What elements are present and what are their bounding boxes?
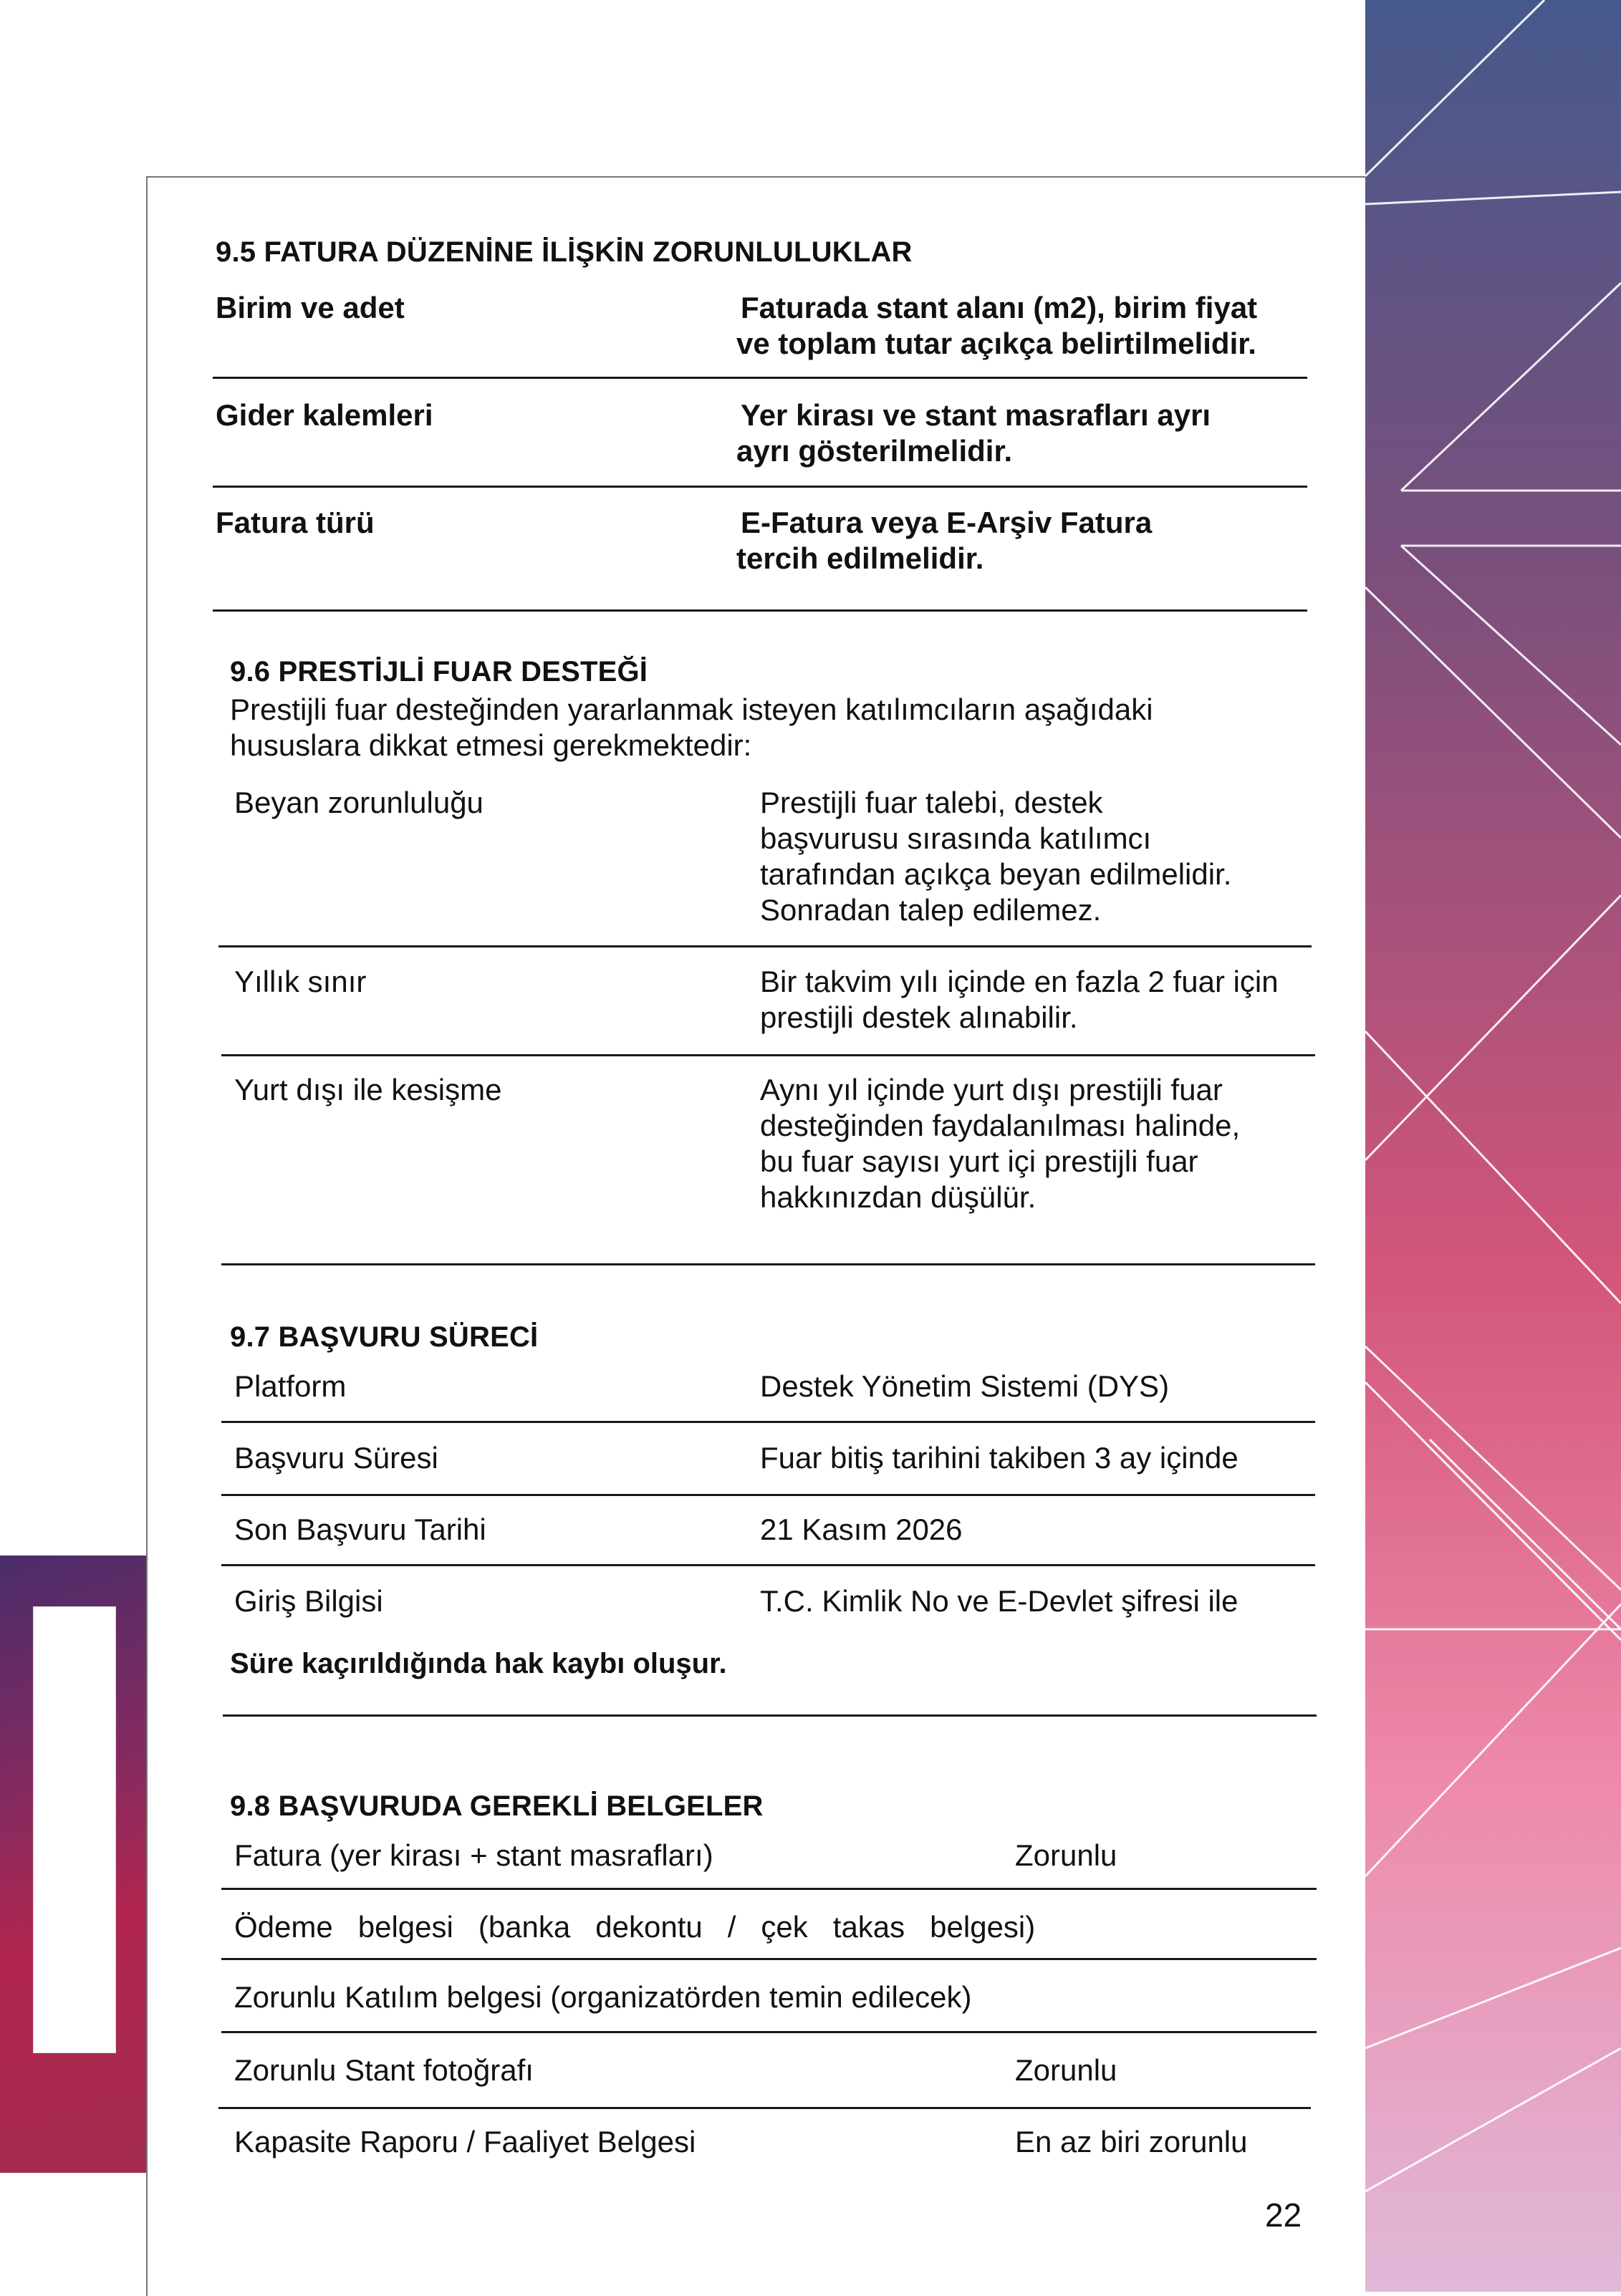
section-9-6-intro: hususlara dikkat etmesi gerekmektedir: (230, 728, 752, 762)
invoice-row-value: Yer kirası ve stant masrafları ayrı (741, 398, 1211, 432)
divider (218, 2107, 1311, 2109)
document-row-status: En az biri zorunlu (1015, 2125, 1248, 2158)
prestige-row-label: Yurt dışı ile kesişme (234, 1073, 502, 1106)
document-row-label: Zorunlu Katılım belgesi (organizatörden temin edilecek) (234, 1980, 972, 2014)
invoice-row-value: tercih edilmelidir. (736, 541, 984, 575)
document-row-label: Kapasite Raporu / Faaliyet Belgesi (234, 2125, 696, 2158)
divider (213, 377, 1307, 379)
prestige-row-value: Bir takvim yılı içinde en fazla 2 fuar için (760, 965, 1279, 998)
process-row-label: Giriş Bilgisi (234, 1584, 383, 1618)
prestige-row-label: Beyan zorunluluğu (234, 786, 484, 819)
divider (221, 1888, 1317, 1890)
divider (221, 1263, 1315, 1265)
invoice-row-value: Faturada stant alanı (m2), birim fiyat (741, 291, 1258, 324)
process-row-label: Platform (234, 1369, 347, 1403)
prestige-row-value: tarafından açıkça beyan edilmelidir. (760, 857, 1232, 891)
invoice-row-label: Gider kalemleri (216, 398, 433, 432)
section-9-5-heading: 9.5 FATURA DÜZENİNE İLİŞKİN ZORUNLULUKLAR (216, 236, 913, 268)
prestige-row-label: Yıllık sınır (234, 965, 367, 998)
prestige-row-value: hakkınızdan düşülür. (760, 1180, 1036, 1214)
invoice-row-value: E-Fatura veya E-Arşiv Fatura (741, 506, 1153, 539)
divider (221, 1494, 1315, 1496)
divider (223, 1714, 1317, 1717)
prestige-row-value: bu fuar sayısı yurt içi prestijli fuar (760, 1144, 1198, 1178)
invoice-row-label: Birim ve adet (216, 291, 405, 324)
invoice-row-label: Fatura türü (216, 506, 375, 539)
document-row-status: Zorunlu (1015, 1838, 1117, 1872)
decorative-gradient-band (1365, 0, 1621, 2292)
prestige-row-value: Sonradan talep edilemez. (760, 893, 1102, 927)
divider (218, 945, 1312, 947)
invoice-row-value: ayrı gösterilmelidir. (736, 434, 1013, 468)
process-row-value: 21 Kasım 2026 (760, 1513, 963, 1546)
section-9-7-heading: 9.7 BAŞVURU SÜRECİ (230, 1321, 539, 1353)
process-row-label: Son Başvuru Tarihi (234, 1513, 486, 1546)
page-frame (146, 176, 1365, 2296)
document-row-label: Fatura (yer kirası + stant masrafları) (234, 1838, 713, 1872)
invoice-row-value: ve toplam tutar açıkça belirtilmelidir. (736, 327, 1256, 360)
divider (213, 609, 1307, 612)
prestige-row-value: desteğinden faydalanılması halinde, (760, 1109, 1241, 1142)
deadline-warning: Süre kaçırıldığında hak kaybı oluşur. (230, 1648, 727, 1679)
divider (221, 1421, 1315, 1423)
section-9-8-heading: 9.8 BAŞVURUDA GEREKLİ BELGELER (230, 1790, 764, 1822)
prestige-row-value: Aynı yıl içinde yurt dışı prestijli fuar (760, 1073, 1223, 1106)
process-row-value: Fuar bitiş tarihini takiben 3 ay içinde (760, 1441, 1238, 1475)
process-row-value: T.C. Kimlik No ve E-Devlet şifresi ile (760, 1584, 1238, 1618)
page-number: 22 (1265, 2196, 1302, 2234)
prestige-row-value: başvurusu sırasında katılımcı (760, 821, 1152, 855)
divider (221, 1958, 1317, 1960)
section-9-6-heading: 9.6 PRESTİJLİ FUAR DESTEĞİ (230, 656, 648, 688)
process-row-label: Başvuru Süresi (234, 1441, 438, 1475)
prestige-row-value: Prestijli fuar talebi, destek (760, 786, 1103, 819)
section-9-6-intro: Prestijli fuar desteğinden yararlanmak isteyen katılımcıların aşağıdaki (230, 693, 1153, 726)
decorative-left-inner-panel (33, 1606, 116, 2053)
divider (221, 1054, 1315, 1056)
document-row-label: Zorunlu Stant fotoğrafı (234, 2053, 534, 2087)
document-row-status: Zorunlu (1015, 2053, 1117, 2087)
divider (221, 2031, 1317, 2033)
prestige-row-value: prestijli destek alınabilir. (760, 1000, 1078, 1034)
process-row-value: Destek Yönetim Sistemi (DYS) (760, 1369, 1170, 1403)
divider (213, 486, 1307, 488)
document-row-label: Ödeme belgesi (banka dekontu / çek takas belgesi) (234, 1910, 1036, 1944)
divider (221, 1564, 1315, 1566)
